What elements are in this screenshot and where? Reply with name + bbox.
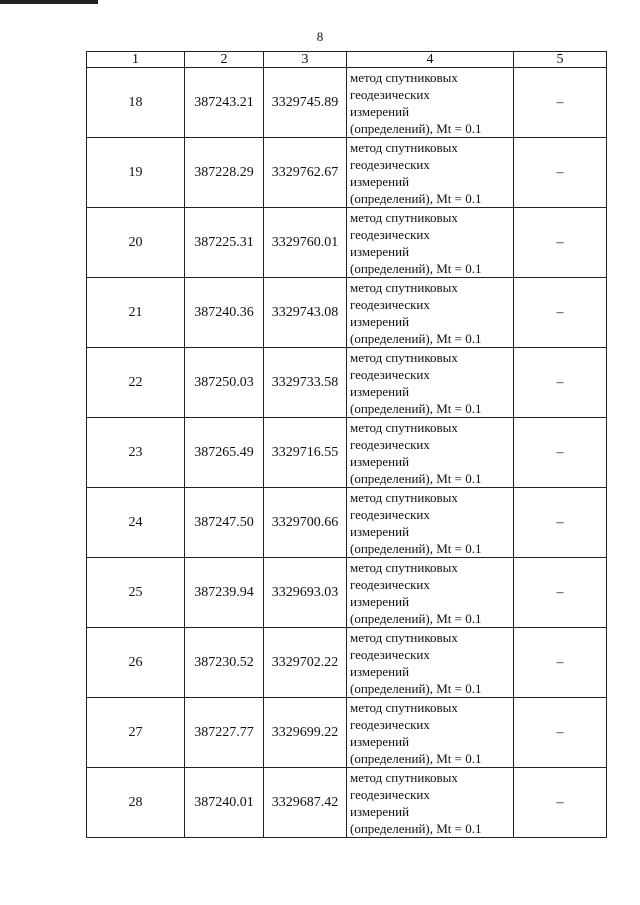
x-coordinate-cell: 387265.49 bbox=[185, 418, 264, 488]
note-cell: – bbox=[514, 698, 607, 768]
y-coordinate-cell: 3329745.89 bbox=[264, 68, 347, 138]
table-row bbox=[87, 278, 607, 348]
method-line: измерений bbox=[350, 733, 410, 749]
note-cell: – bbox=[514, 138, 607, 208]
method-cell bbox=[347, 488, 514, 558]
method-line: метод спутниковых bbox=[350, 699, 458, 715]
method-line: (определений), Mt = 0.1 bbox=[350, 750, 482, 766]
x-coordinate-cell: 387227.77 bbox=[185, 698, 264, 768]
table-row bbox=[87, 768, 607, 838]
point-number-cell: 19 bbox=[87, 138, 185, 208]
method-line: (определений), Mt = 0.1 bbox=[350, 120, 482, 136]
method-cell bbox=[347, 698, 514, 768]
column-header-4: 4 bbox=[347, 52, 514, 68]
note-cell: – bbox=[514, 278, 607, 348]
table-row bbox=[87, 488, 607, 558]
method-line: геодезических bbox=[350, 296, 430, 312]
method-line: измерений bbox=[350, 103, 410, 119]
method-line: измерений bbox=[350, 243, 410, 259]
y-coordinate-cell: 3329760.01 bbox=[264, 208, 347, 278]
method-line: (определений), Mt = 0.1 bbox=[350, 190, 482, 206]
header-row bbox=[87, 52, 607, 68]
method-line: геодезических bbox=[350, 506, 430, 522]
point-number-cell: 23 bbox=[87, 418, 185, 488]
column-header-1: 1 bbox=[87, 52, 185, 68]
method-line: метод спутниковых bbox=[350, 69, 458, 85]
method-line: измерений bbox=[350, 523, 410, 539]
point-number-cell: 28 bbox=[87, 768, 185, 838]
point-number-cell: 22 bbox=[87, 348, 185, 418]
method-cell bbox=[347, 768, 514, 838]
method-line: метод спутниковых bbox=[350, 279, 458, 295]
method-line: метод спутниковых bbox=[350, 349, 458, 365]
y-coordinate-cell: 3329699.22 bbox=[264, 698, 347, 768]
method-line: геодезических bbox=[350, 716, 430, 732]
method-line: геодезических bbox=[350, 86, 430, 102]
point-number-cell: 25 bbox=[87, 558, 185, 628]
method-line: (определений), Mt = 0.1 bbox=[350, 610, 482, 626]
table-row bbox=[87, 348, 607, 418]
y-coordinate-cell: 3329716.55 bbox=[264, 418, 347, 488]
y-coordinate-cell: 3329700.66 bbox=[264, 488, 347, 558]
x-coordinate-cell: 387240.36 bbox=[185, 278, 264, 348]
method-line: метод спутниковых bbox=[350, 419, 458, 435]
method-line: метод спутниковых bbox=[350, 559, 458, 575]
method-line: (определений), Mt = 0.1 bbox=[350, 400, 482, 416]
column-header-3: 3 bbox=[264, 52, 347, 68]
x-coordinate-cell: 387228.29 bbox=[185, 138, 264, 208]
point-number-cell: 21 bbox=[87, 278, 185, 348]
x-coordinate-cell: 387239.94 bbox=[185, 558, 264, 628]
point-number-cell: 18 bbox=[87, 68, 185, 138]
y-coordinate-cell: 3329733.58 bbox=[264, 348, 347, 418]
method-line: геодезических bbox=[350, 576, 430, 592]
method-cell bbox=[347, 278, 514, 348]
column-header-2: 2 bbox=[185, 52, 264, 68]
method-line: метод спутниковых bbox=[350, 209, 458, 225]
note-cell: – bbox=[514, 768, 607, 838]
point-number-cell: 24 bbox=[87, 488, 185, 558]
method-line: геодезических bbox=[350, 156, 430, 172]
note-cell: – bbox=[514, 348, 607, 418]
table-row bbox=[87, 698, 607, 768]
method-line: геодезических bbox=[350, 366, 430, 382]
x-coordinate-cell: 387250.03 bbox=[185, 348, 264, 418]
method-line: метод спутниковых bbox=[350, 769, 458, 785]
method-line: метод спутниковых bbox=[350, 489, 458, 505]
method-line: (определений), Mt = 0.1 bbox=[350, 820, 482, 836]
y-coordinate-cell: 3329702.22 bbox=[264, 628, 347, 698]
method-line: метод спутниковых bbox=[350, 139, 458, 155]
note-cell: – bbox=[514, 68, 607, 138]
method-line: (определений), Mt = 0.1 bbox=[350, 260, 482, 276]
point-number-cell: 20 bbox=[87, 208, 185, 278]
method-line: геодезических bbox=[350, 436, 430, 452]
table-row bbox=[87, 138, 607, 208]
x-coordinate-cell: 387240.01 bbox=[185, 768, 264, 838]
method-line: измерений bbox=[350, 803, 410, 819]
method-cell bbox=[347, 208, 514, 278]
table-row bbox=[87, 628, 607, 698]
note-cell: – bbox=[514, 418, 607, 488]
coordinates-table bbox=[86, 51, 607, 838]
table-row bbox=[87, 68, 607, 138]
method-cell bbox=[347, 348, 514, 418]
method-line: измерений bbox=[350, 313, 410, 329]
y-coordinate-cell: 3329762.67 bbox=[264, 138, 347, 208]
method-line: измерений bbox=[350, 663, 410, 679]
method-cell bbox=[347, 68, 514, 138]
point-number-cell: 27 bbox=[87, 698, 185, 768]
method-line: (определений), Mt = 0.1 bbox=[350, 470, 482, 486]
corner-mark bbox=[0, 0, 98, 4]
method-line: геодезических bbox=[350, 786, 430, 802]
y-coordinate-cell: 3329743.08 bbox=[264, 278, 347, 348]
method-line: (определений), Mt = 0.1 bbox=[350, 540, 482, 556]
note-cell: – bbox=[514, 628, 607, 698]
x-coordinate-cell: 387243.21 bbox=[185, 68, 264, 138]
method-cell bbox=[347, 138, 514, 208]
note-cell: – bbox=[514, 488, 607, 558]
note-cell: – bbox=[514, 558, 607, 628]
method-cell bbox=[347, 558, 514, 628]
method-line: геодезических bbox=[350, 646, 430, 662]
table-body bbox=[87, 68, 607, 838]
method-line: измерений bbox=[350, 173, 410, 189]
x-coordinate-cell: 387225.31 bbox=[185, 208, 264, 278]
table-row bbox=[87, 418, 607, 488]
method-cell bbox=[347, 418, 514, 488]
note-cell: – bbox=[514, 208, 607, 278]
table-row bbox=[87, 558, 607, 628]
x-coordinate-cell: 387230.52 bbox=[185, 628, 264, 698]
method-line: метод спутниковых bbox=[350, 629, 458, 645]
y-coordinate-cell: 3329693.03 bbox=[264, 558, 347, 628]
method-line: (определений), Mt = 0.1 bbox=[350, 680, 482, 696]
page-number: 8 bbox=[316, 29, 324, 44]
table-row bbox=[87, 208, 607, 278]
method-line: измерений bbox=[350, 453, 410, 469]
column-header-5: 5 bbox=[514, 52, 607, 68]
method-cell bbox=[347, 628, 514, 698]
method-line: измерений bbox=[350, 593, 410, 609]
method-line: (определений), Mt = 0.1 bbox=[350, 330, 482, 346]
point-number-cell: 26 bbox=[87, 628, 185, 698]
method-line: измерений bbox=[350, 383, 410, 399]
y-coordinate-cell: 3329687.42 bbox=[264, 768, 347, 838]
method-line: геодезических bbox=[350, 226, 430, 242]
x-coordinate-cell: 387247.50 bbox=[185, 488, 264, 558]
